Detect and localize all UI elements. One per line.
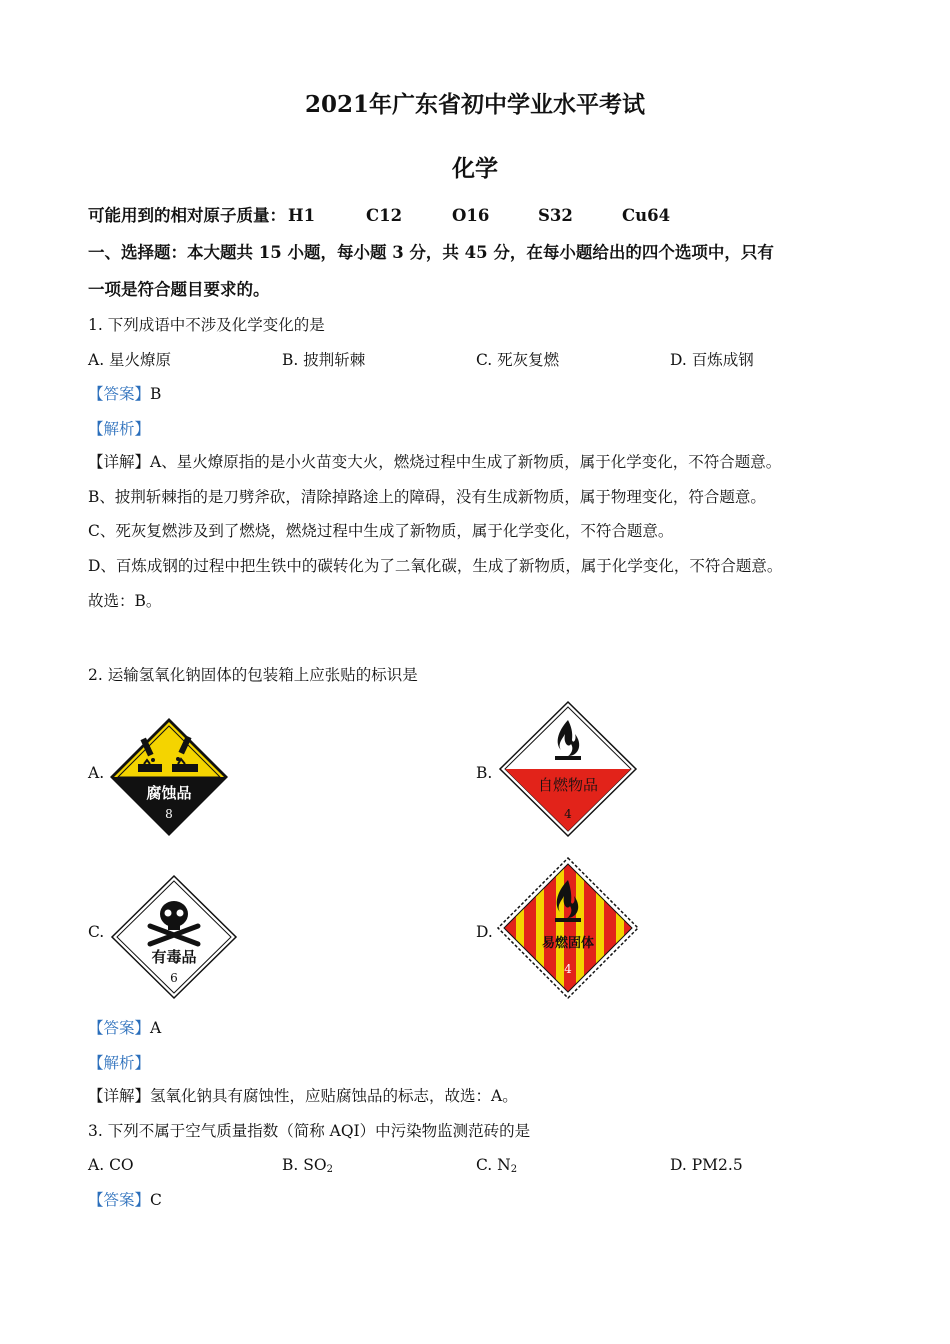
q2-option-d-letter: D. — [476, 923, 493, 941]
mass-h: H1 — [288, 206, 316, 225]
q1-stem: 1. 下列成语中不涉及化学变化的是 — [88, 316, 325, 334]
q1-answer: B — [150, 385, 162, 403]
q2-analysis-tag: 【解析】 — [88, 1054, 151, 1072]
flammable-solid-sign-icon — [496, 856, 640, 1000]
q3-a-text: CO — [109, 1156, 134, 1174]
q2-detail-line — [88, 1086, 518, 1106]
answer-tag: 【答案】 — [88, 385, 151, 403]
q3-option-c — [476, 1155, 517, 1180]
sign-b-label: 自燃物品 — [537, 776, 599, 794]
q1-detail-d: D、百炼成钢的过程中把生铁中的碳转化为了二氧化碳，生成了新物质，属于化学变化，不符合题意。 — [88, 557, 783, 575]
q3-b-sub: 2 — [326, 1164, 333, 1175]
q3-c-text: N — [497, 1156, 511, 1174]
q3-answer: C — [150, 1191, 162, 1209]
q1-option-b: B. 披荆斩棘 — [282, 351, 366, 369]
q3-option-d — [670, 1155, 743, 1175]
detail-tag: 【详解】 — [88, 453, 151, 471]
q3-stem: 3. 下列不属于空气质量指数（简称 AQI）中污染物监测范砖的是 — [88, 1122, 531, 1140]
section-heading-line1: 一、选择题：本大题共 15 小题，每小题 3 分，共 45 分，在每小题给出的四个选项中，只有 — [88, 243, 774, 262]
q1-detail-a: A、星火燎原指的是小火苗变大火，燃烧过程中生成了新物质，属于化学变化，不符合题意。 — [150, 453, 782, 471]
q3-a-letter: A. — [88, 1156, 105, 1174]
sign-a-label: 腐蚀品 — [146, 784, 192, 802]
q3-b-letter: B. — [282, 1156, 299, 1174]
atomic-mass-label: 可能用到的相对原子质量： — [88, 206, 286, 225]
q2-option-b-letter: B. — [476, 764, 493, 782]
atomic-mass-line — [88, 206, 670, 226]
q1-analysis-tag: 【解析】 — [88, 420, 151, 438]
subject-title: 化学 — [452, 155, 498, 182]
q2-option-c-letter: C. — [88, 923, 105, 941]
q1-detail-b: B、披荆斩棘指的是刀劈斧砍，清除掉路途上的障碍，没有生成新物质，属于物理变化，符合题意。 — [88, 488, 766, 506]
q3-option-a — [88, 1155, 134, 1175]
q1-option-a: A. 星火燎原 — [88, 351, 172, 369]
q1-detail-line1 — [88, 452, 781, 472]
mass-o: O16 — [452, 206, 490, 225]
section-heading-line2: 一项是符合题目要求的。 — [88, 280, 270, 299]
sign-c-label: 有毒品 — [151, 948, 197, 966]
q3-b-text: SO — [303, 1156, 327, 1174]
exam-title: 2021年广东省初中学业水平考试 — [304, 91, 645, 118]
q2-answer-line — [88, 1018, 161, 1038]
q2-stem: 2. 运输氢氧化钠固体的包装箱上应张贴的标识是 — [88, 666, 418, 684]
q3-c-sub: 2 — [510, 1164, 518, 1175]
q3-d-text: PM2.5 — [691, 1156, 743, 1174]
q3-option-b — [282, 1155, 333, 1180]
mass-cu: Cu64 — [622, 206, 671, 225]
q1-option-d: D. 百炼成钢 — [670, 351, 754, 369]
mass-c: C12 — [366, 206, 403, 225]
q3-answer-line — [88, 1190, 162, 1210]
q2-detail: 氢氧化钠具有腐蚀性，应贴腐蚀品的标志，故选：A。 — [150, 1087, 518, 1105]
q3-d-letter: D. — [670, 1156, 687, 1174]
sign-d-number: 4 — [564, 962, 572, 976]
mass-s: S32 — [538, 206, 573, 225]
q3-c-letter: C. — [476, 1156, 493, 1174]
sign-a-number: 8 — [165, 807, 173, 821]
toxic-sign-icon — [110, 874, 238, 1000]
q1-option-c: C. 死灰复燃 — [476, 351, 560, 369]
sign-c-number: 6 — [170, 971, 178, 985]
q1-conclusion: 故选：B。 — [88, 592, 162, 610]
q1-answer-line — [88, 384, 161, 404]
answer-tag: 【答案】 — [88, 1019, 151, 1037]
q2-answer: A — [150, 1019, 162, 1037]
sign-b-number: 4 — [564, 807, 572, 821]
q1-detail-c: C、死灰复燃涉及到了燃烧，燃烧过程中生成了新物质，属于化学变化，不符合题意。 — [88, 522, 674, 540]
answer-tag: 【答案】 — [88, 1191, 151, 1209]
corrosive-sign-icon — [108, 716, 230, 838]
detail-tag: 【详解】 — [88, 1087, 151, 1105]
q2-option-a-letter: A. — [88, 764, 105, 782]
spontaneous-combustion-sign-icon — [497, 700, 639, 838]
sign-d-label: 易燃固体 — [541, 936, 595, 951]
